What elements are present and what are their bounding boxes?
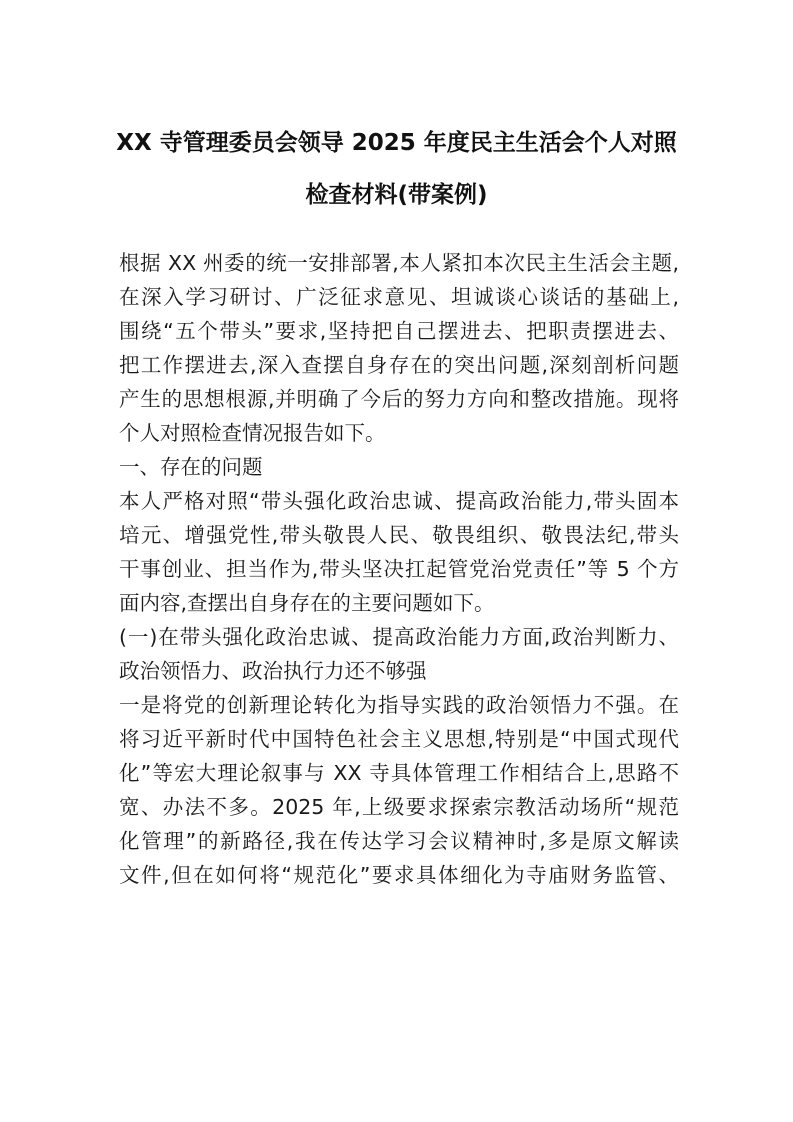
paragraph-line: 干事创业、担当作为,带头坚决扛起管党治党责任”等 5 个方	[119, 557, 679, 581]
paragraph-line: 宽、办法不多。2025 年,上级要求探索宗教活动场所“规范	[119, 795, 679, 819]
paragraph-line: 面内容,查摆出自身存在的主要问题如下。	[119, 591, 495, 615]
paragraph-line: 文件,但在如何将“规范化”要求具体细化为寺庙财务监管、	[119, 863, 679, 887]
section-heading: 一、存在的问题	[119, 455, 263, 479]
document-title-line-1: XX 寺管理委员会领导 2025 年度民主生活会个人对照	[116, 130, 677, 156]
paragraph-line: 化管理”的新路径,我在传达学习会议精神时,多是原文解读	[119, 829, 679, 853]
paragraph-line: 化”等宏大理论叙事与 XX 寺具体管理工作相结合上,思路不	[119, 761, 679, 785]
paragraph-line: 根据 XX 州委的统一安排部署,本人紧扣本次民主生活会主题,	[119, 251, 679, 275]
paragraph-line: 将习近平新时代中国特色社会主义思想,特别是“中国式现代	[119, 727, 679, 751]
paragraph-line: 个人对照检查情况报告如下。	[119, 421, 386, 445]
paragraph-line: 产生的思想根源,并明确了今后的努力方向和整改措施。现将	[119, 387, 679, 411]
subsection-heading-line: 政治领悟力、政治执行力还不够强	[119, 659, 427, 683]
paragraph-line: 本人严格对照“带头强化政治忠诚、提高政治能力,带头固本	[119, 489, 679, 513]
paragraph-line: 一是将党的创新理论转化为指导实践的政治领悟力不强。在	[119, 693, 679, 717]
paragraph-line: 围绕“五个带头”要求,坚持把自己摆进去、把职责摆进去、	[119, 319, 679, 343]
document-title-line-2: 检查材料(带案例)	[305, 182, 488, 208]
subsection-heading-line: (一)在带头强化政治忠诚、提高政治能力方面,政治判断力、	[119, 625, 679, 649]
paragraph-line: 在深入学习研讨、广泛征求意见、坦诚谈心谈话的基础上,	[119, 285, 679, 309]
paragraph-line: 培元、增强党性,带头敬畏人民、敬畏组织、敬畏法纪,带头	[119, 523, 679, 547]
paragraph-line: 把工作摆进去,深入查摆自身存在的突出问题,深刻剖析问题	[119, 353, 679, 377]
